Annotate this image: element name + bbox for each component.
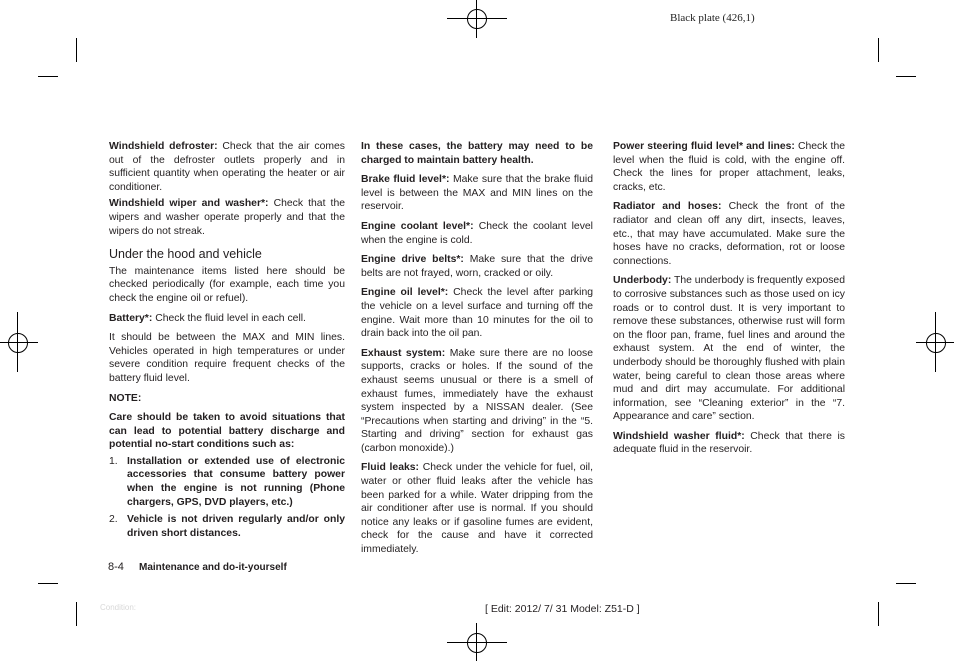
crop-mark xyxy=(76,602,77,626)
registration-mark-left xyxy=(0,312,38,372)
list-item xyxy=(109,513,345,540)
exhaust-label: Exhaust system: xyxy=(361,347,446,359)
note-label: NOTE: xyxy=(109,392,142,404)
crop-mark xyxy=(76,38,77,62)
list-item xyxy=(109,455,345,509)
list-text: Installation or extended use of electronic accessories that consume battery power when the engine is not running (Phone chargers, GPS, DVD players, etc.) xyxy=(127,455,345,508)
paragraph-washer xyxy=(613,430,845,457)
oil-text: Check the level after parking the vehicle on a level surface and turning off the engine. Wait more than 10 minutes for the oil to drain back into the oil pan. xyxy=(361,287,593,340)
column-1 xyxy=(109,140,345,543)
crop-mark xyxy=(878,602,879,626)
coolant-text: Check the coolant level when the engine is cold. xyxy=(361,220,593,246)
paragraph-radiator xyxy=(613,200,845,268)
section-subheading: Under the hood and vehicle xyxy=(109,247,262,262)
paragraph-battery xyxy=(109,312,345,326)
paragraph-exhaust xyxy=(361,347,593,456)
paragraph-leaks xyxy=(361,461,593,556)
paragraph-cases: In these cases, the battery may need to be charged to maintain battery health. xyxy=(361,141,593,166)
underbody-label: Underbody: xyxy=(613,275,672,287)
belts-text: Make sure that the drive belts are not frayed, worn, cracked or oily. xyxy=(361,254,593,279)
crop-mark xyxy=(38,583,58,584)
paragraph-oil xyxy=(361,286,593,340)
radiator-text: Check the front of the radiator and clean off any dirt, insects, leaves, etc., that may have accumulated. Make sure the hoses have no cracks, deformation, rot or loose connections. xyxy=(613,201,845,267)
registration-mark-bottom xyxy=(447,623,507,661)
washer-text: Check that there is adequate fluid in the reservoir. xyxy=(613,430,845,456)
coolant-label: Engine coolant level*: xyxy=(361,220,474,232)
plate-label: Black plate (426,1) xyxy=(670,12,755,24)
underbody-text: The underbody is frequently exposed to corrosive substances such as those used on icy roads or to control dust. It is very important to remove these substances, otherwise rust will form on the floor pan, frame, fuel lines and around the exhaust system. At the end of winter, the underbody should be thoroughly flushed with plain water, being careful to clean those areas where mud and dirt may accumulate. For additional information, see “Cleaning exterior” in the “7. Appearance and care” section. xyxy=(613,275,845,423)
list-text: Vehicle is not driven regularly and/or only driven short distances. xyxy=(127,514,345,539)
steering-text: Check the level when the fluid is cold, with the engine off. Check the lines for proper attachment, leaks, cracks, etc. xyxy=(613,141,846,193)
list-number: 1. xyxy=(109,455,118,467)
leaks-text: Check under the vehicle for fuel, oil, water or other fluid leaks after the vehicle has been parked for a while. Water dripping from the air conditioner after use is normal. If you should notice any leaks or if gasoline fumes are evident, check for the cause and have it corrected immediately. xyxy=(361,462,593,556)
defroster-label: Windshield defroster: xyxy=(109,141,218,152)
section-title: Maintenance and do-it-yourself xyxy=(139,562,287,573)
crop-mark xyxy=(38,76,58,77)
registration-mark-top xyxy=(447,0,507,38)
defroster-text: Check that the air comes out of the defroster outlets properly and in sufficient quantity when operating the heater or air conditioner. xyxy=(109,141,345,193)
paragraph-belts xyxy=(361,253,593,280)
paragraph-brake xyxy=(361,173,593,214)
condition-label: Condition: xyxy=(100,603,137,612)
paragraph-intro: The maintenance items listed here should be checked periodically (for example, each time you check the engine oil or refuel). xyxy=(109,265,345,304)
edit-info: [ Edit: 2012/ 7/ 31 Model: Z51-D ] xyxy=(485,603,640,615)
wiper-text: Check that the wipers and washer operate properly and that the wipers do not streak. xyxy=(109,198,345,237)
exhaust-text: Make sure there are no loose supports, cracks or holes. If the sound of the exhaust seems unusual or there is a smell of exhaust fumes, immediately have the exhaust system inspected by a NISSAN dealer. (See “Precautions when starting and driving” in the “5. Starting and driving” section for exhaust gas (carbon monoxide).) xyxy=(361,347,593,454)
paragraph-defroster xyxy=(109,140,345,194)
crop-mark xyxy=(878,38,879,62)
paragraph-wiper xyxy=(109,197,345,238)
list-number: 2. xyxy=(109,514,118,526)
brake-text: Make sure that the brake fluid level is between the MAX and MIN lines on the reservoir. xyxy=(361,174,593,213)
washer-label: Windshield washer fluid*: xyxy=(613,430,745,442)
leaks-label: Fluid leaks: xyxy=(361,462,420,474)
battery-label: Battery*: xyxy=(109,312,153,324)
page-number: 8-4 xyxy=(108,561,124,573)
crop-mark xyxy=(896,76,916,77)
paragraph-coolant xyxy=(361,220,593,247)
paragraph-underbody xyxy=(613,274,845,424)
registration-mark-right xyxy=(916,312,954,372)
paragraph-steering xyxy=(613,140,845,194)
wiper-label: Windshield wiper and washer*: xyxy=(109,198,269,210)
crop-mark xyxy=(896,583,916,584)
column-3 xyxy=(613,140,845,460)
paragraph-battery-level: It should be between the MAX and MIN lines. Vehicles operated in high temperatures or under severe condition require frequent checks of the battery fluid level. xyxy=(109,332,345,384)
note-text: Care should be taken to avoid situations that can lead to potential battery discharge and potential no-start conditions such as: xyxy=(109,412,345,451)
column-2 xyxy=(361,140,593,560)
oil-label: Engine oil level*: xyxy=(361,287,449,299)
brake-label: Brake fluid level*: xyxy=(361,174,450,186)
steering-label: Power steering fluid level* and lines: xyxy=(613,141,795,152)
battery-text: Check the fluid level in each cell. xyxy=(152,312,306,324)
radiator-label: Radiator and hoses: xyxy=(613,201,722,213)
belts-label: Engine drive belts*: xyxy=(361,254,464,266)
